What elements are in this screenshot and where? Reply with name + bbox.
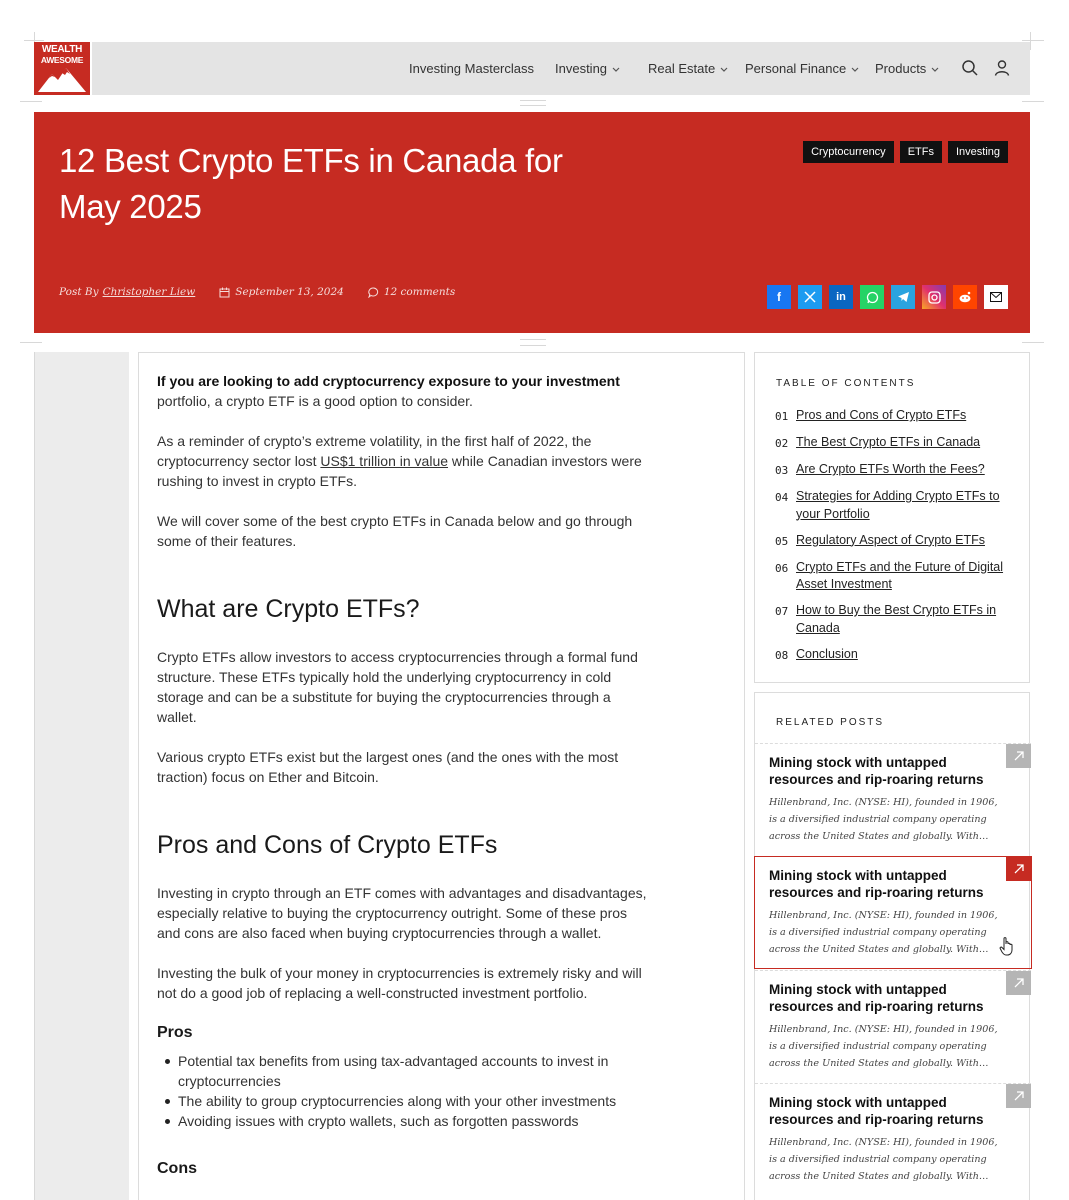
guide-line [520,105,546,106]
tag-investing[interactable]: Investing [948,141,1008,163]
toc-item[interactable] [775,488,1005,523]
telegram-icon[interactable] [891,285,915,309]
nav-label: Investing [555,61,608,76]
toc-number: 07 [775,605,789,618]
toc-heading: TABLE OF CONTENTS [776,378,916,389]
paragraph-text: while Canadian investors were rushing to invest in crypto ETFs. [157,453,642,489]
nav-products[interactable] [875,61,940,76]
post-date: September 13, 2024 [235,286,344,298]
arrow-up-right-icon[interactable] [1006,744,1031,768]
toc-number: 02 [775,437,789,450]
nav-investing[interactable] [555,61,621,76]
nav-label: Investing Masterclass [409,61,534,76]
linkedin-icon[interactable]: in [829,285,853,309]
mountain-icon [38,64,86,92]
author-link[interactable]: Christopher Liew [102,286,196,298]
list-item: The ability to group cryptocurrencies along with your other investments [157,1091,647,1111]
related-post-title[interactable]: Mining stock with untapped resources and rip-roaring returns [769,755,984,787]
guide-line [520,345,546,346]
tag-cryptocurrency[interactable]: Cryptocurrency [803,141,894,163]
toc-link[interactable]: Crypto ETFs and the Future of Digital Asset Investment [796,559,1004,591]
guide-line [520,100,546,101]
toc-link[interactable]: Strategies for Adding Crypto ETFs to your Portfolio [796,489,1000,521]
comments-link[interactable]: 12 comments [383,286,456,298]
site-logo[interactable] [34,42,90,95]
nav-label: Products [875,61,927,76]
related-post-card[interactable] [755,970,1031,1083]
paragraph-text: As a reminder of crypto’s extreme volatility, in the first half of 2022, the cryptocurrency sector lost [157,433,592,469]
heading-what-are-crypto-etfs: What are Crypto ETFs? [157,595,420,623]
intro-paragraph [157,371,647,411]
toc-number: 03 [775,464,789,477]
toc-list [775,407,1005,673]
logo-line-1: WEALTH [41,44,83,55]
article-body [138,352,745,1200]
intro-rest: portfolio, a crypto ETF is a good option to consider. [157,393,473,409]
guide-line [1022,101,1044,102]
related-post-excerpt: Hillenbrand, Inc. (NYSE: HI), founded in 1906, is a diversified industrial company operating across the United States and globally. With… [769,1024,998,1069]
pros-list [157,1051,647,1131]
chevron-down-icon [850,64,860,74]
x-icon[interactable] [798,285,822,309]
toc-item[interactable] [775,559,1005,594]
risk-paragraph: Investing the bulk of your money in cryptocurrencies is extremely risky and will not do a good job of replacing a well-constructed investment portfolio. [157,965,642,1001]
nav-label: Personal Finance [745,61,847,76]
user-icon[interactable] [993,59,1011,77]
toc-item[interactable] [775,602,1005,637]
toc-link[interactable]: Are Crypto ETFs Worth the Fees? [796,462,985,476]
toc-number: 08 [775,648,789,662]
heading-pros-and-cons: Pros and Cons of Crypto ETFs [157,831,498,859]
guide-line [1030,32,1031,50]
search-icon[interactable] [961,59,979,77]
guide-line [20,101,42,102]
toc-link[interactable]: Regulatory Aspect of Crypto ETFs [796,532,985,547]
tag-list [803,141,1008,163]
trillion-link[interactable]: US$1 trillion in value [320,453,449,469]
arrow-up-right-icon[interactable] [1006,857,1031,881]
email-icon[interactable] [984,285,1008,309]
toc-item[interactable] [775,407,1005,426]
toc-item[interactable] [775,532,1005,551]
related-post-excerpt: Hillenbrand, Inc. (NYSE: HI), founded in 1906, is a diversified industrial company operating across the United States and globally. With… [769,797,998,842]
toc-item[interactable] [775,434,1005,453]
heading-pros: Pros [157,1024,193,1041]
related-post-card[interactable] [755,743,1031,856]
toc-link[interactable]: How to Buy the Best Crypto ETFs in Canada [796,603,997,635]
arrow-up-right-icon[interactable] [1006,971,1031,995]
toc-link[interactable]: Conclusion [796,646,858,661]
chevron-down-icon [930,64,940,74]
related-post-excerpt: Hillenbrand, Inc. (NYSE: HI), founded in 1906, is a diversified industrial company operating across the United States and globally. With… [769,1137,998,1182]
volatility-paragraph [157,431,647,491]
guide-line [20,342,42,343]
logo-line-2: AWESOME [40,55,84,65]
toc-item[interactable] [775,646,1005,665]
related-post-card[interactable] [754,856,1032,969]
intro-bold: If you are looking to add cryptocurrency exposure to your investment [157,373,620,389]
related-post-card[interactable] [755,1083,1031,1196]
largest-paragraph: Various crypto ETFs exist but the largest ones (and the ones with the most traction) focus on Ether and Bitcoin. [157,749,619,785]
related-heading: RELATED POSTS [776,717,885,728]
post-meta [59,286,455,298]
cover-paragraph: We will cover some of the best crypto ETFs in Canada below and go through some of their features. [157,513,633,549]
nav-investing-masterclass[interactable] [409,61,534,76]
hand-cursor-icon [999,936,1015,956]
guide-line [520,339,546,340]
reddit-icon[interactable] [953,285,977,309]
list-item: Potential tax benefits from using tax-advantaged accounts to invest in cryptocurrencies [157,1051,647,1091]
heading-cons: Cons [157,1160,197,1177]
chevron-down-icon [611,64,621,74]
facebook-icon[interactable]: f [767,285,791,309]
nav-label: Real Estate [648,61,716,76]
list-item: Avoiding issues with crypto wallets, such as forgotten passwords [157,1111,647,1131]
article-hero [34,112,1030,333]
calendar-icon [219,287,230,298]
share-buttons [767,285,1008,309]
guide-line [1022,342,1044,343]
related-post-excerpt: Hillenbrand, Inc. (NYSE: HI), founded in 1906, is a diversified industrial company operating across the United States and globally. With… [769,910,998,955]
arrow-up-right-icon[interactable] [1006,1084,1031,1108]
toc-number: 01 [775,410,789,423]
table-of-contents [754,352,1030,683]
article-title: 12 Best Crypto ETFs in Canada for May 2025 [59,142,563,225]
related-post-title[interactable]: Mining stock with untapped resources and rip-roaring returns [769,1095,984,1127]
instagram-icon[interactable] [922,285,946,309]
toc-link[interactable]: The Best Crypto ETFs in Canada [796,435,981,449]
left-sidebar [34,352,129,1200]
nav-personal-finance[interactable] [745,61,860,76]
related-post-title[interactable]: Mining stock with untapped resources and rip-roaring returns [769,982,984,1014]
related-posts [754,692,1030,1200]
toc-item[interactable] [775,461,1005,480]
toc-number: 04 [775,491,789,504]
guide-line [1022,40,1044,41]
whatsapp-icon[interactable] [860,285,884,309]
tag-etfs[interactable]: ETFs [900,141,942,163]
advantages-paragraph: Investing in crypto through an ETF comes with advantages and disadvantages, especially relative to buying the cryptocurrency outright. Some of these pros and cons are also faced when buying cryptocurrencies through a wallet. [157,885,647,941]
comment-icon [368,287,379,298]
chevron-down-icon [719,64,729,74]
toc-number: 06 [775,561,789,575]
main-navigation [92,42,1030,95]
related-post-title[interactable]: Mining stock with untapped resources and rip-roaring returns [769,868,984,900]
nav-real-estate[interactable] [648,61,729,76]
post-by-label: Post By [59,286,99,298]
definition-paragraph: Crypto ETFs allow investors to access cryptocurrencies through a formal fund structure. These ETFs typically hold the underlying cryptocurrency in cold storage and can be a substitute for buying the cryptocurrencies through a wallet. [157,649,638,725]
toc-link[interactable]: Pros and Cons of Crypto ETFs [796,408,967,422]
toc-number: 05 [775,534,789,548]
